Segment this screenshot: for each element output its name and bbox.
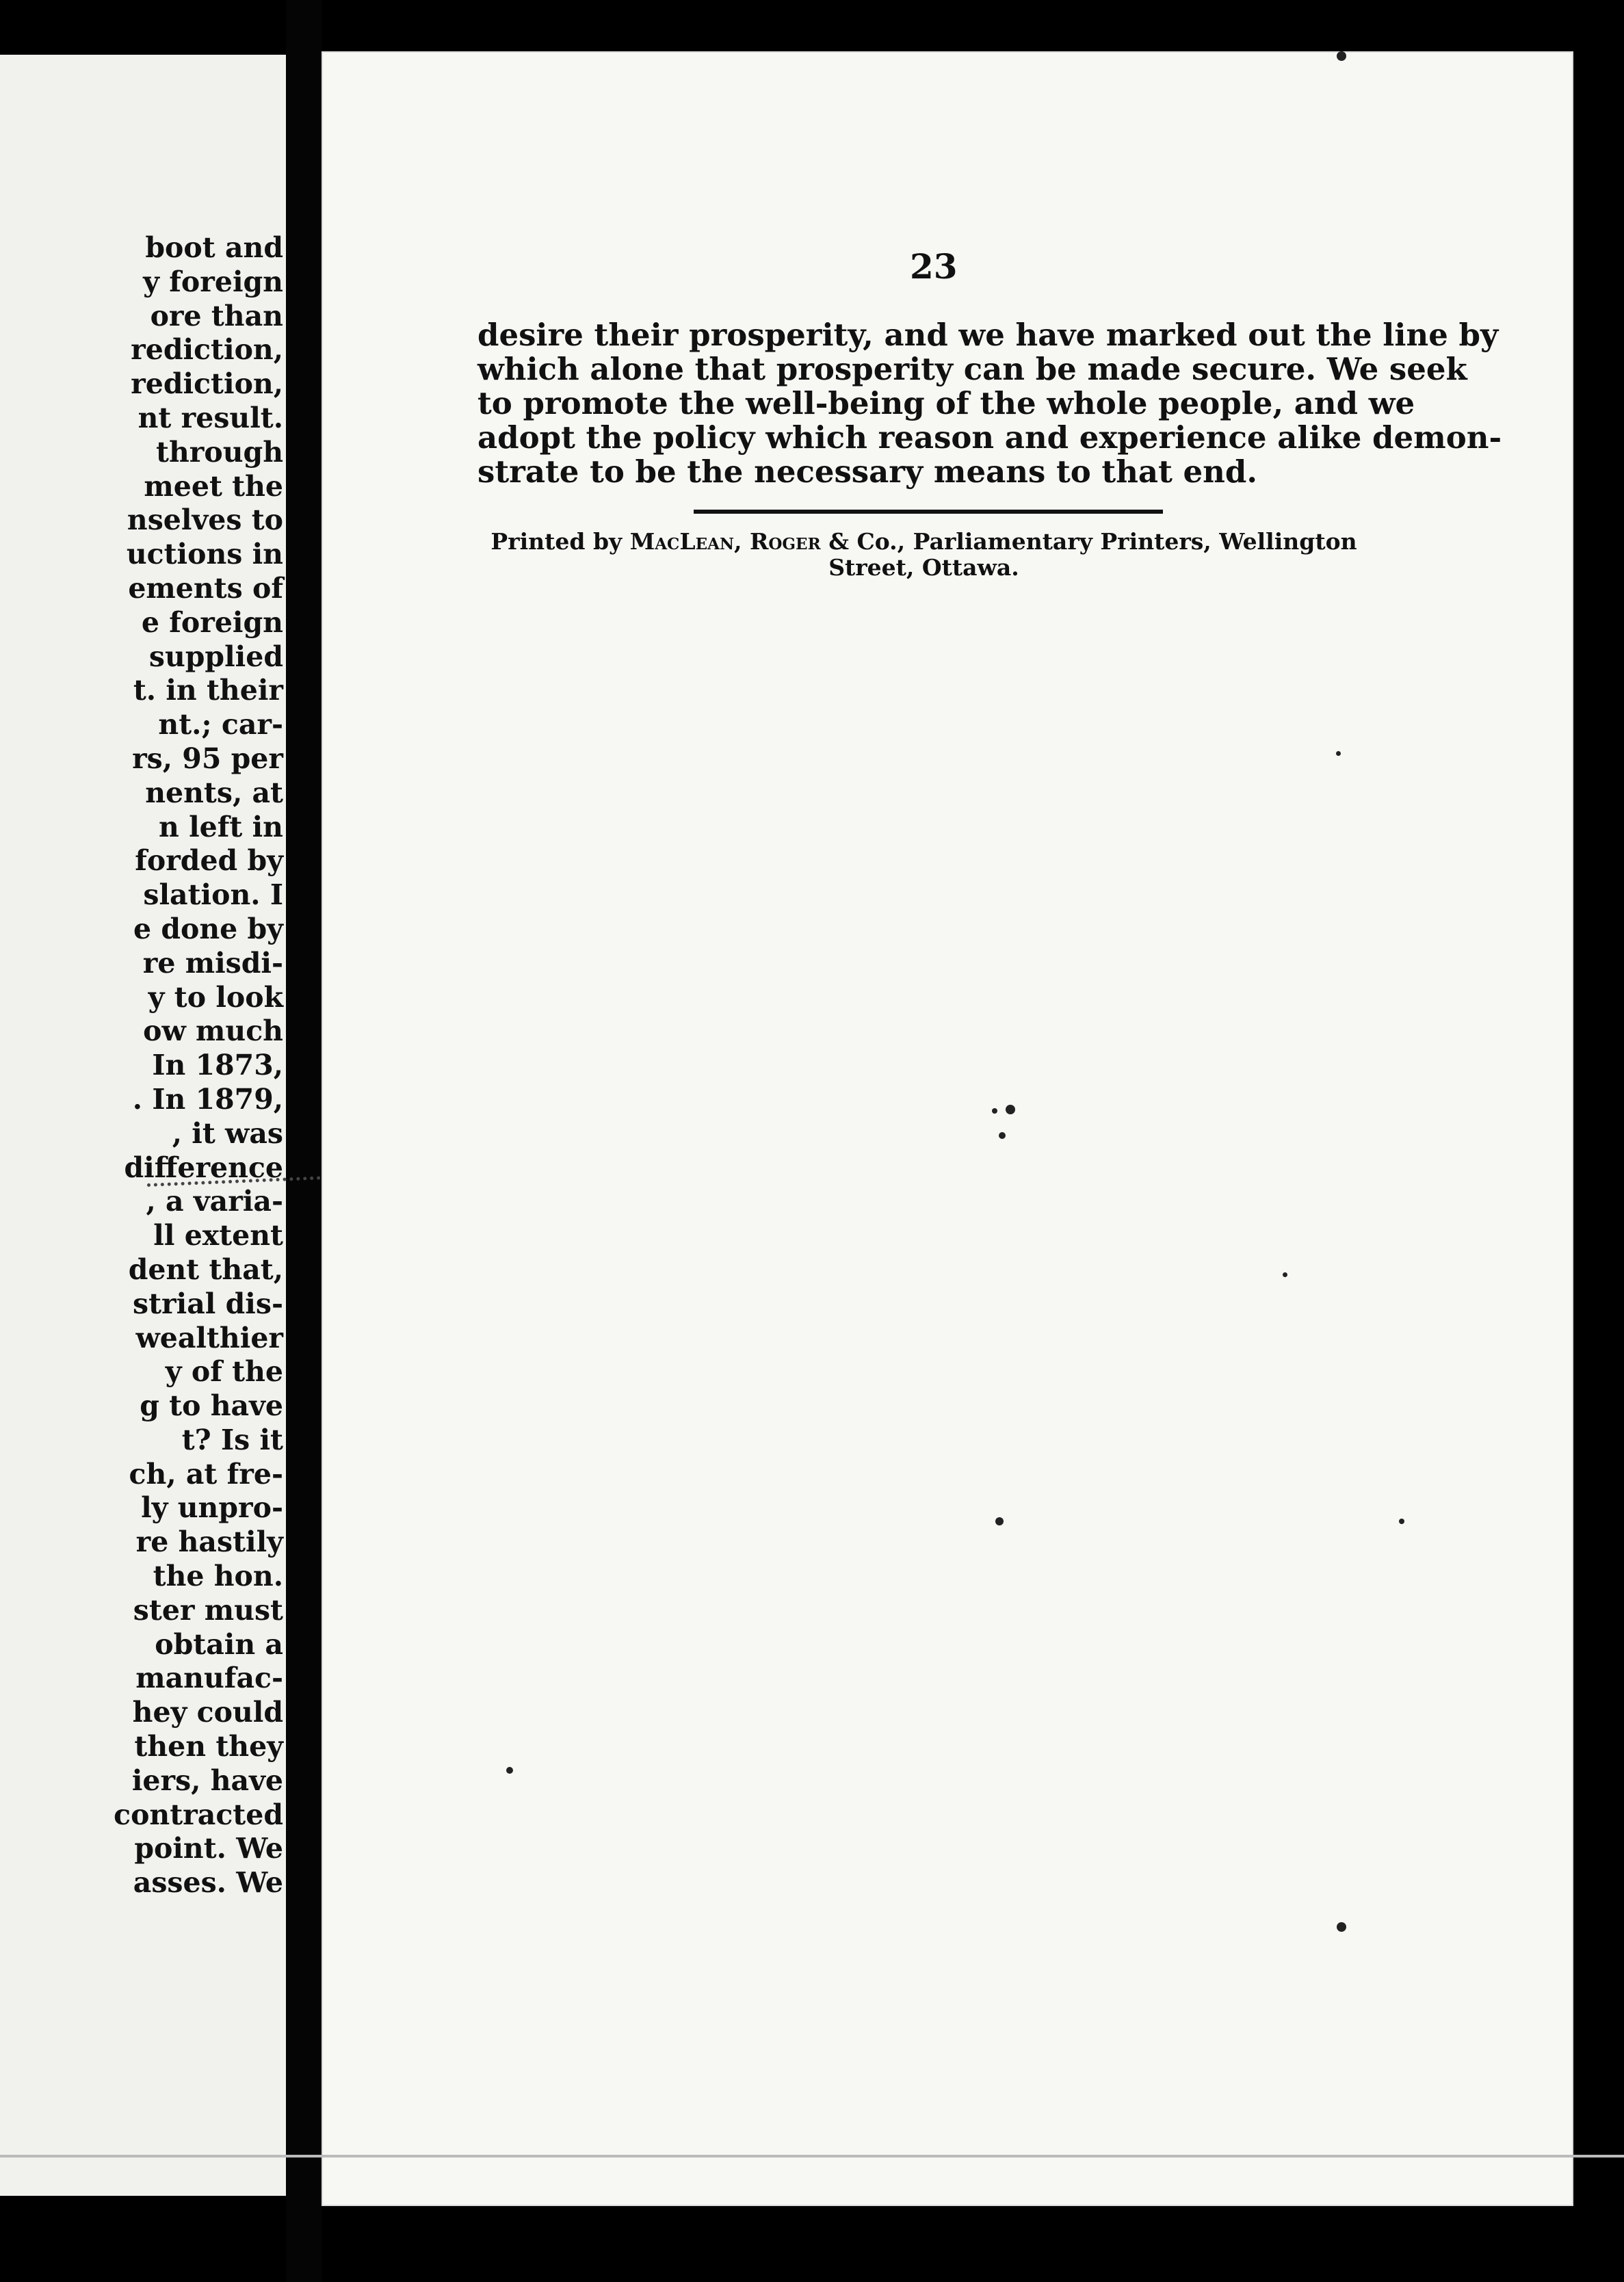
body-line: adopt the policy which reason and experience alike demon-	[477, 419, 1502, 456]
ink-speck	[1337, 51, 1346, 61]
left-page-line: supplied	[148, 640, 283, 673]
left-page-line: ore than	[150, 299, 283, 332]
left-page-line: rs, 95 per	[132, 742, 283, 775]
left-page-line: , it was	[172, 1116, 283, 1150]
left-page-line: boot and	[145, 231, 283, 264]
left-page-line: the hon.	[153, 1560, 283, 1593]
left-page-line: iers, have	[131, 1763, 283, 1797]
left-page-line: nents, at	[145, 776, 283, 809]
printer-name: MacLean, Roger	[629, 528, 821, 555]
left-page-line: ly unpro-	[141, 1491, 283, 1525]
ink-speck	[995, 1517, 1004, 1525]
ink-speck	[1399, 1519, 1404, 1524]
left-page-line: ements of	[128, 571, 283, 605]
left-page-line: ch, at fre-	[129, 1457, 283, 1491]
left-page-line: nt result.	[137, 401, 283, 434]
left-page	[0, 55, 288, 2196]
left-page-line: difference	[124, 1151, 283, 1184]
left-page-line: nselves to	[127, 503, 283, 537]
left-page-line: then they	[134, 1730, 283, 1763]
left-page-line: dent that,	[128, 1253, 283, 1286]
left-page-line: t. in their	[133, 674, 283, 707]
right-page	[322, 51, 1573, 2206]
left-page-line: g to have	[140, 1389, 283, 1423]
left-page-line: wealthier	[135, 1321, 283, 1354]
ink-speck	[1283, 1272, 1287, 1277]
left-page-line: obtain a	[155, 1627, 283, 1661]
printer-imprint	[477, 529, 1370, 581]
left-page-line: y of the	[165, 1355, 283, 1389]
left-page-line: meet the	[144, 469, 283, 503]
left-page-line: slation. I	[143, 878, 283, 912]
left-page-line: re hastily	[135, 1525, 283, 1559]
ink-speck	[992, 1108, 997, 1114]
left-page-line: rediction,	[131, 367, 283, 401]
page-bottom-edge	[0, 2155, 1624, 2158]
left-page-line: uctions in	[126, 538, 283, 571]
left-page-line: ster must	[133, 1593, 283, 1627]
body-line: strate to be the necessary means to that end.	[477, 454, 1258, 490]
left-page-line: y foreign	[143, 265, 283, 298]
left-page-line: ll extent	[153, 1219, 283, 1253]
body-paragraph	[477, 317, 1502, 490]
left-page-line: . In 1879,	[132, 1082, 283, 1116]
body-line: desire their prosperity, and we have marked out the line by	[477, 317, 1499, 353]
left-page-line: strial dis-	[133, 1287, 283, 1320]
left-page-line: forded by	[135, 844, 283, 878]
ink-speck	[1006, 1105, 1015, 1114]
ink-speck	[999, 1132, 1006, 1139]
left-page-line: y to look	[148, 980, 283, 1014]
left-page-line: e foreign	[141, 605, 283, 639]
ink-speck	[1336, 751, 1341, 756]
left-page-line: asses. We	[133, 1866, 283, 1900]
left-page-line: manufac-	[135, 1662, 283, 1695]
left-page-line: e done by	[133, 912, 283, 945]
page-number: 23	[910, 246, 958, 287]
left-page-line: t? Is it	[181, 1423, 283, 1456]
left-page-line: ow much	[143, 1014, 283, 1048]
body-line: which alone that prosperity can be made secure. We seek	[477, 351, 1467, 387]
imprint-line-1: Printed by MacLean, Roger & Co., Parliamentary Printers, Wellington	[490, 528, 1357, 555]
body-line: to promote the well-being of the whole people, and we	[477, 385, 1415, 421]
left-page-line: re misdi-	[142, 946, 283, 980]
left-page-line: point. We	[134, 1832, 283, 1865]
left-page-line: n left in	[159, 810, 283, 843]
binding-gutter	[286, 0, 322, 2282]
ink-speck	[1337, 1922, 1346, 1932]
left-page-line: nt.; car-	[158, 708, 283, 742]
imprint-line-2: Street, Ottawa.	[828, 554, 1019, 581]
left-page-line: rediction,	[131, 333, 283, 367]
left-page-line: through	[156, 435, 283, 469]
left-page-line: In 1873,	[152, 1049, 283, 1082]
left-page-text	[0, 231, 283, 1900]
ink-speck	[506, 1767, 513, 1774]
left-page-line: contracted	[114, 1798, 283, 1831]
left-page-line: , a varia-	[146, 1185, 283, 1218]
horizontal-rule	[694, 510, 1163, 514]
left-page-line: hey could	[132, 1696, 283, 1729]
